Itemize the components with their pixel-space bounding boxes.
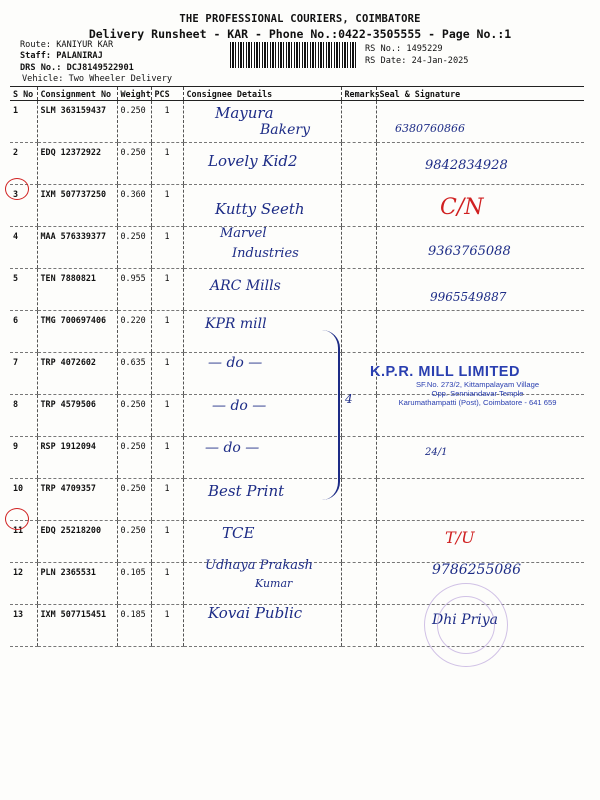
table-row (10, 479, 584, 521)
row-seal-signature (376, 311, 584, 353)
row-sno: 9 (10, 437, 37, 479)
row-sno: 6 (10, 311, 37, 353)
row-pcs: 1 (151, 269, 183, 311)
col-weight: Weight (117, 87, 151, 101)
row-weight: 0.250 (117, 101, 151, 143)
row-sno: 10 (10, 479, 37, 521)
col-sno: S No (10, 87, 37, 101)
table-header-row (10, 87, 584, 101)
row-consignment: IXM 507737250 (37, 185, 117, 227)
row-consignment: TEN 7880821 (37, 269, 117, 311)
row-sno: 8 (10, 395, 37, 437)
row-pcs: 1 (151, 521, 183, 563)
handwritten-consignee-6: KPR mill (205, 316, 267, 332)
col-pcs: PCS (151, 87, 183, 101)
row-remarks (341, 521, 376, 563)
row-consignee-details (183, 521, 341, 563)
row-sno: 1 (10, 101, 37, 143)
handwritten-consignee-5: ARC Mills (210, 278, 281, 294)
rs-date: RS Date: 24-Jan-2025 (365, 56, 469, 66)
row-pcs: 1 (151, 227, 183, 269)
row-seal-signature (376, 521, 584, 563)
row-pcs: 1 (151, 437, 183, 479)
row-pcs: 1 (151, 395, 183, 437)
handwritten-consignee-1a: Mayura (215, 104, 274, 122)
row-weight: 0.250 (117, 521, 151, 563)
table-row (10, 521, 584, 563)
row-sno: 7 (10, 353, 37, 395)
row-sno: 4 (10, 227, 37, 269)
row-pcs: 1 (151, 311, 183, 353)
rs-number: RS No.: 1495229 (365, 44, 443, 54)
signature-13: Dhi Priya (432, 612, 499, 628)
signature-phone-4: 9363765088 (428, 244, 511, 259)
row-sno: 12 (10, 563, 37, 605)
row-sno: 3 (10, 185, 37, 227)
col-seal: Seal & Signature (376, 87, 584, 101)
handwritten-consignee-13: Kovai Public (208, 604, 303, 622)
handwritten-consignee-3: Kutty Seeth (215, 200, 305, 218)
row-weight: 0.250 (117, 143, 151, 185)
row-sno: 5 (10, 269, 37, 311)
handwritten-ditto-7: — do — (208, 355, 263, 371)
row-seal-signature (376, 437, 584, 479)
row-remarks (341, 311, 376, 353)
row-pcs: 1 (151, 143, 183, 185)
row-remarks (341, 437, 376, 479)
row-consignment: EDQ 25218200 (37, 521, 117, 563)
col-remarks: Remarks (341, 87, 376, 101)
row-consignment: MAA 576339377 (37, 227, 117, 269)
row-remarks (341, 227, 376, 269)
handwritten-consignee-4b: Industries (232, 246, 299, 261)
handwritten-ditto-9: — do — (205, 440, 260, 456)
stamp-address-1: SF.No. 273/2, Kittampalayam Village (415, 380, 540, 389)
tu-remark: T/U (445, 528, 475, 547)
handwritten-brace (322, 330, 340, 500)
signature-date-9: 24/1 (425, 447, 448, 458)
red-circle-mark-11 (5, 508, 29, 530)
row-consignment: SLM 363159437 (37, 101, 117, 143)
company-stamp (370, 364, 585, 407)
row-weight: 0.955 (117, 269, 151, 311)
row-remarks (341, 269, 376, 311)
handwritten-consignee-2: Lovely Kid2 (208, 152, 298, 170)
row-weight: 0.250 (117, 227, 151, 269)
row-weight: 0.250 (117, 437, 151, 479)
vehicle-label: Vehicle: Two Wheeler Delivery (22, 74, 173, 84)
row-pcs: 1 (151, 101, 183, 143)
row-remarks (341, 605, 376, 647)
row-remarks (341, 479, 376, 521)
row-seal-signature (376, 479, 584, 521)
signature-phone-12: 9786255086 (432, 562, 522, 578)
table-row (10, 311, 584, 353)
handwritten-consignee-4a: Marvel (220, 226, 267, 241)
row-sno: 2 (10, 143, 37, 185)
row-weight: 0.185 (117, 605, 151, 647)
handwritten-consignee-12a: Udhaya Prakash (205, 558, 314, 573)
stamp-address-2: Opp. Senniandavar Temple (431, 389, 524, 398)
row-remarks (341, 143, 376, 185)
row-consignment: IXM 507715451 (37, 605, 117, 647)
barcode (230, 42, 358, 68)
row-remarks (341, 101, 376, 143)
row-weight: 0.105 (117, 563, 151, 605)
row-weight: 0.220 (117, 311, 151, 353)
signature-phone-1: 6380760866 (395, 122, 465, 135)
col-consignment: Consignment No (37, 87, 117, 101)
handwritten-consignee-12b: Kumar (255, 577, 293, 590)
handwritten-count: 4 (345, 392, 353, 406)
cn-remark: C/N (440, 195, 484, 220)
signature-phone-2: 9842834928 (425, 158, 508, 173)
company-title: THE PROFESSIONAL COURIERS, COIMBATORE (179, 13, 421, 25)
row-consignment: TRP 4709357 (37, 479, 117, 521)
row-weight: 0.250 (117, 395, 151, 437)
staff-label: Staff: PALANIRAJ (20, 51, 103, 61)
red-circle-mark-3 (5, 178, 29, 200)
row-sno: 11 (10, 521, 37, 563)
route-label: Route: KANIYUR KAR (20, 40, 114, 50)
stamp-name: K.P.R. MILL LIMITED (370, 364, 520, 380)
handwritten-ditto-8: — do — (212, 398, 267, 414)
row-remarks (341, 185, 376, 227)
row-consignment: RSP 1912094 (37, 437, 117, 479)
row-consignment: TMG 700697406 (37, 311, 117, 353)
row-consignment: PLN 2365531 (37, 563, 117, 605)
handwritten-consignee-10: Best Print (208, 482, 285, 500)
drs-number: DRS No.: DCJ8149522901 (20, 63, 134, 73)
row-weight: 0.635 (117, 353, 151, 395)
row-consignment: TRP 4072602 (37, 353, 117, 395)
row-pcs: 1 (151, 605, 183, 647)
col-consignee: Consignee Details (183, 87, 341, 101)
table-row (10, 437, 584, 479)
handwritten-consignee-1b: Bakery (260, 122, 311, 138)
row-pcs: 1 (151, 185, 183, 227)
row-consignment: EDQ 12372922 (37, 143, 117, 185)
stamp-address-3: Karumathampatti (Post), Coimbatore - 641 659 (398, 398, 557, 407)
row-pcs: 1 (151, 479, 183, 521)
row-remarks (341, 563, 376, 605)
row-pcs: 1 (151, 563, 183, 605)
signature-phone-5: 9965549887 (430, 290, 507, 304)
row-weight: 0.250 (117, 479, 151, 521)
row-pcs: 1 (151, 353, 183, 395)
runsheet-subtitle: Delivery Runsheet - KAR - Phone No.:0422-3505555 - Page No.:1 (88, 27, 512, 41)
row-consignment: TRP 4579506 (37, 395, 117, 437)
round-seal (424, 583, 508, 667)
row-sno: 13 (10, 605, 37, 647)
handwritten-consignee-11: TCE (222, 524, 255, 542)
row-weight: 0.360 (117, 185, 151, 227)
